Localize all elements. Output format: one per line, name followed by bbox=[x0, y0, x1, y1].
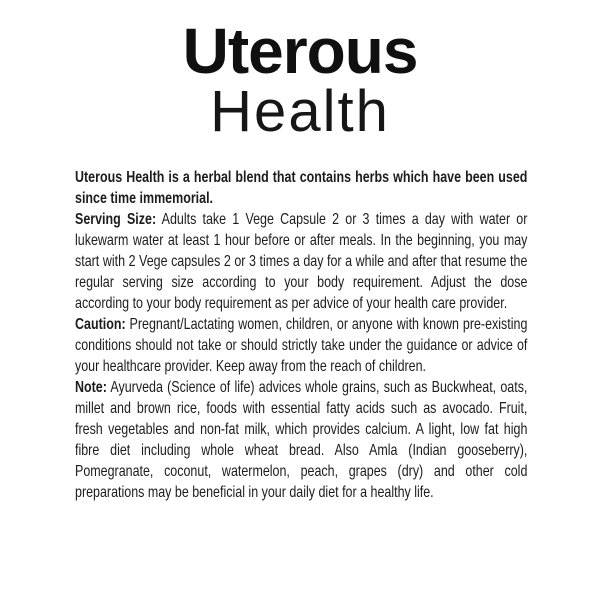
intro-text: Uterous Health is a herbal blend that contains herbs which have been used since time immemorial. bbox=[75, 169, 528, 207]
serving-size-label: Serving Size: bbox=[75, 211, 157, 228]
serving-size-paragraph bbox=[75, 209, 527, 314]
intro-paragraph bbox=[75, 167, 527, 209]
note-label: Note: bbox=[75, 379, 107, 396]
product-title-primary: Uterous bbox=[182, 15, 418, 87]
caution-paragraph bbox=[75, 314, 527, 377]
caution-label: Caution: bbox=[75, 316, 126, 333]
note-paragraph bbox=[75, 377, 527, 503]
note-text: Ayurveda (Science of life) advices whole grains, such as Buckwheat, oats, millet and brown rice, foods with essential fatty acids such as avocado. Fruit, fresh vegetables and non-fat milk, which provides calcium. A light, low fat high fibre diet including whole wheat bread. Also Amla (Indian gooseberry), Pomegranate, coconut, watermelon, peach, grapes (dry) and other cold preparations may be beneficial in your daily diet for a healthy life. bbox=[75, 379, 528, 501]
product-title-secondary: Health bbox=[210, 79, 390, 144]
caution-text: Pregnant/Lactating women, children, or anyone with known pre-existing conditions should not take or should strictly take under the guidance or advice of your healthcare provider. Keep away from the reach of children. bbox=[75, 316, 528, 375]
serving-size-text: Adults take 1 Vege Capsule 2 or 3 times a day with water or lukewarm water at least 1 hour before or after meals. In the beginning, you may start with 2 Vege capsules 2 or 3 times a day for a while and after that resume the regular serving size according to your body requirement. Adjust the dose according to your body requirement as per advice of your health care provider. bbox=[75, 211, 528, 312]
label-body bbox=[75, 167, 527, 503]
